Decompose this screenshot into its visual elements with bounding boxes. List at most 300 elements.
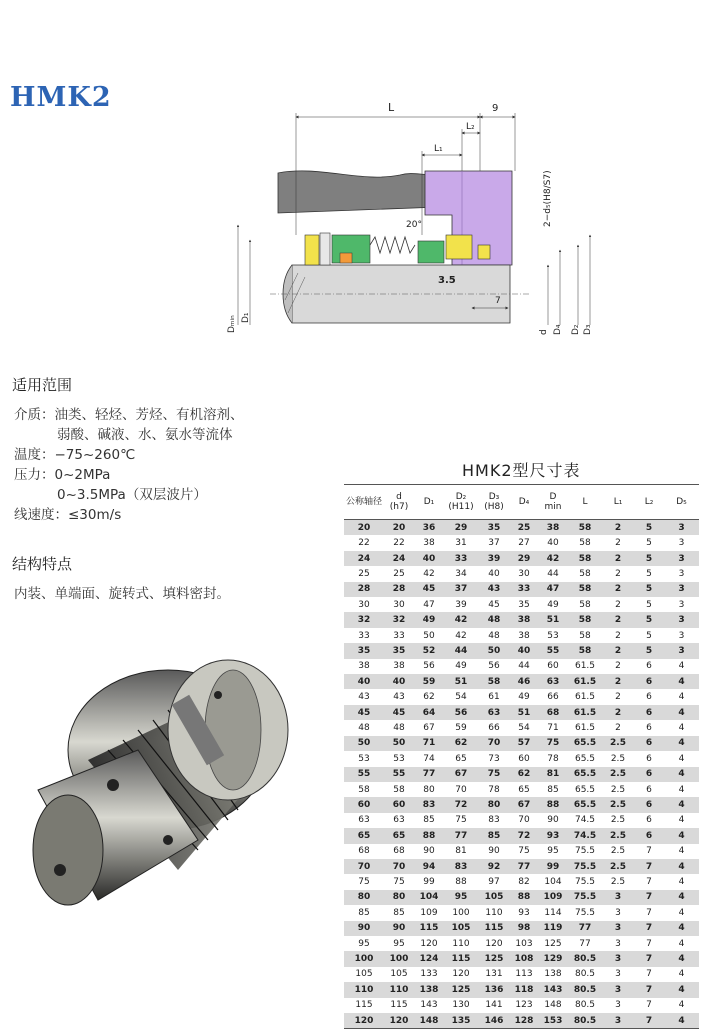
table-cell: 20 (384, 520, 414, 536)
table-cell: 75 (393, 877, 405, 888)
table-cell: 77 (579, 938, 591, 949)
table-row (344, 643, 699, 658)
table-cell: 80.5 (568, 951, 602, 966)
scope-medium-line2: 弱酸、碱液、水、氨水等流体 (57, 427, 233, 443)
table-cell: 53 (393, 753, 405, 764)
table-cell: 143 (538, 982, 568, 997)
table-cell: 44 (444, 643, 478, 658)
table-cell: 29 (510, 551, 538, 566)
table-cell: 53 (358, 753, 370, 764)
table-cell: 74.5 (574, 815, 596, 826)
table-cell: 35 (384, 643, 414, 658)
table-cell: 66 (547, 692, 559, 703)
table-row (344, 967, 699, 982)
table-cell: 146 (478, 1013, 510, 1029)
table-cell: 67 (444, 767, 478, 782)
table-cell: 3 (602, 951, 634, 966)
table-cell: 51 (444, 674, 478, 689)
scope-pressure-line1: 压力：0~2MPa (14, 467, 111, 483)
bellows-spring (370, 237, 415, 253)
table-cell: 42 (455, 630, 467, 641)
table-title: HMK2型尺寸表 (462, 461, 581, 480)
table-cell: 44 (518, 661, 530, 672)
table-row (344, 890, 699, 905)
table-cell: 59 (414, 674, 444, 689)
table-cell: 3 (602, 890, 634, 905)
table-cell: 120 (452, 969, 470, 980)
table-header-text: D₅ (676, 496, 687, 507)
label-7: 7 (495, 296, 501, 306)
table-cell: 58 (568, 551, 602, 566)
table-cell: 7 (646, 907, 652, 918)
table-cell: 61.5 (568, 674, 602, 689)
table-cell: 22 (393, 538, 405, 549)
table-cell: 4 (664, 736, 699, 751)
table-cell: 75 (538, 736, 568, 751)
table-cell: 115 (444, 951, 478, 966)
table-cell: 63 (393, 815, 405, 826)
table-cell: 68 (358, 846, 370, 857)
table-cell: 4 (664, 797, 699, 812)
label-35: 3.5 (438, 275, 456, 286)
table-cell: 77 (444, 828, 478, 843)
table-cell: 2.5 (610, 784, 626, 795)
table-cell: 38 (518, 630, 530, 641)
scope-heading: 适用范围 (12, 376, 73, 394)
table-cell: 7 (634, 859, 664, 874)
table-cell: 2.5 (602, 797, 634, 812)
table-cell: 65 (518, 784, 530, 795)
table-header-cell (664, 485, 699, 520)
table-cell: 71 (414, 736, 444, 751)
table-header-text: (H11) (448, 502, 474, 512)
table-cell: 61.5 (568, 705, 602, 720)
table-cell: 5 (634, 612, 664, 627)
table-cell: 4 (678, 692, 685, 703)
table-cell: 83 (488, 815, 500, 826)
table-cell: 2.5 (602, 736, 634, 751)
table-header-cell (568, 485, 602, 520)
table-cell: 4 (664, 767, 699, 782)
table-header-text: D₄ (518, 496, 530, 507)
table-cell: 65.5 (568, 767, 602, 782)
table-cell: 42 (538, 551, 568, 566)
table-cell: 62 (510, 767, 538, 782)
table-header-cell (510, 485, 538, 520)
table-cell: 6 (646, 815, 652, 826)
table-cell: 70 (344, 859, 384, 874)
table-row (344, 736, 699, 751)
table-cell: 105 (390, 969, 408, 980)
table-cell: 44 (547, 568, 559, 579)
table-cell: 109 (538, 890, 568, 905)
table-cell: 77 (510, 859, 538, 874)
table-cell: 40 (414, 551, 444, 566)
label-9: 9 (492, 103, 499, 114)
table-cell: 95 (358, 938, 370, 949)
table-cell: 49 (455, 661, 467, 672)
table-cell: 55 (538, 643, 568, 658)
table-cell: 35 (344, 643, 384, 658)
table-cell: 33 (444, 551, 478, 566)
table-cell: 40 (344, 674, 384, 689)
table-cell: 125 (444, 982, 478, 997)
table-row (344, 874, 699, 889)
table-row (344, 520, 699, 536)
table-cell: 4 (664, 982, 699, 997)
table-cell: 70 (518, 815, 530, 826)
table-cell: 33 (358, 630, 370, 641)
table-cell: 70 (455, 784, 467, 795)
table-cell: 54 (518, 722, 530, 733)
label-D1: D₁ (241, 312, 251, 323)
table-header-cell (538, 485, 568, 520)
table-row (344, 689, 699, 704)
table-cell: 136 (478, 982, 510, 997)
table-cell: 105 (444, 921, 478, 936)
housing-shape (278, 171, 440, 213)
table-cell: 4 (678, 907, 685, 918)
table-cell: 2 (602, 705, 634, 720)
table-cell: 25 (510, 520, 538, 536)
table-cell: 56 (423, 661, 435, 672)
table-cell: 4 (678, 969, 685, 980)
table-cell: 6 (646, 722, 652, 733)
table-cell: 4 (678, 722, 685, 733)
table-header-cell (602, 485, 634, 520)
table-row (344, 566, 699, 581)
table-cell: 95 (547, 846, 559, 857)
table-cell: 2 (615, 692, 621, 703)
table-cell: 75.5 (574, 846, 596, 857)
table-cell: 58 (579, 599, 591, 610)
table-cell: 2 (615, 661, 621, 672)
table-cell: 148 (414, 1013, 444, 1029)
table-cell: 67 (423, 722, 435, 733)
table-header-text: 公称轴径 (345, 496, 382, 507)
table-cell: 131 (485, 969, 503, 980)
table-cell: 63 (538, 674, 568, 689)
table-cell: 123 (515, 1000, 533, 1011)
table-cell: 80 (478, 797, 510, 812)
table-cell: 68 (393, 846, 405, 857)
table-cell: 110 (344, 982, 384, 997)
table-cell: 92 (478, 859, 510, 874)
table-cell: 100 (384, 951, 414, 966)
table-cell: 103 (515, 938, 533, 949)
table-cell: 2 (602, 643, 634, 658)
table-cell: 35 (518, 599, 530, 610)
table-cell: 75.5 (574, 907, 596, 918)
table-cell: 7 (634, 921, 664, 936)
table-cell: 62 (423, 692, 435, 703)
table-cell: 20 (344, 520, 384, 536)
table-cell: 3 (664, 520, 699, 536)
table-cell: 138 (544, 969, 562, 980)
table-cell: 5 (634, 643, 664, 658)
table-cell: 63 (478, 705, 510, 720)
table-cell: 5 (634, 582, 664, 597)
table-cell: 58 (393, 784, 405, 795)
table-cell: 25 (393, 568, 405, 579)
table-header-text: (H8) (484, 502, 504, 512)
table-cell: 148 (544, 1000, 562, 1011)
table-cell: 7 (646, 877, 652, 888)
table-cell: 3 (664, 612, 699, 627)
table-cell: 73 (488, 753, 500, 764)
table-cell: 4 (664, 1013, 699, 1029)
table-cell: 80.5 (574, 969, 596, 980)
table-cell: 100 (452, 907, 470, 918)
table-cell: 58 (568, 582, 602, 597)
scope-speed: 线速度：≤30m/s (14, 507, 122, 523)
table-cell: 109 (420, 907, 438, 918)
table-cell: 53 (547, 630, 559, 641)
table-cell: 6 (634, 767, 664, 782)
table-row (344, 674, 699, 689)
table-cell: 4 (678, 815, 685, 826)
table-cell: 45 (344, 705, 384, 720)
table-cell: 105 (478, 890, 510, 905)
table-header-cell (478, 485, 510, 520)
table-cell: 40 (547, 538, 559, 549)
table-cell: 67 (510, 797, 538, 812)
table-row (344, 936, 699, 951)
table-header-text: D₃ (488, 491, 500, 502)
table-cell: 125 (544, 938, 562, 949)
label-angle: 20° (406, 220, 422, 230)
table-cell: 38 (358, 661, 370, 672)
table-cell: 80 (423, 784, 435, 795)
table-cell: 99 (423, 877, 435, 888)
label-L1: L₁ (434, 144, 443, 154)
table-cell: 3 (664, 582, 699, 597)
table-header-cell (444, 485, 478, 520)
table-cell: 4 (678, 877, 685, 888)
table-row (344, 535, 699, 550)
table-cell: 75 (358, 877, 370, 888)
table-cell: 38 (510, 612, 538, 627)
table-cell: 74.5 (568, 828, 602, 843)
table-cell: 115 (414, 921, 444, 936)
table-cell: 58 (579, 538, 591, 549)
table-cell: 105 (355, 969, 373, 980)
product-title: HMK2 (10, 82, 112, 113)
table-cell: 6 (634, 797, 664, 812)
table-cell: 24 (344, 551, 384, 566)
table-row (344, 782, 699, 797)
table-row (344, 767, 699, 782)
table-cell: 3 (678, 599, 685, 610)
table-cell: 118 (510, 982, 538, 997)
table-cell: 2 (602, 551, 634, 566)
scope-temperature: 温度：−75~260℃ (14, 447, 136, 463)
table-row (344, 844, 699, 859)
table-header-text: D (549, 491, 557, 502)
table-cell: 4 (678, 784, 685, 795)
table-cell: 56 (444, 705, 478, 720)
table-cell: 95 (393, 938, 405, 949)
table-cell: 55 (384, 767, 414, 782)
features-heading: 结构特点 (12, 555, 73, 573)
table-cell: 5 (634, 520, 664, 536)
table-cell: 94 (414, 859, 444, 874)
table-cell: 130 (452, 1000, 470, 1011)
table-cell: 49 (414, 612, 444, 627)
table-cell: 4 (664, 921, 699, 936)
table-cell: 110 (452, 938, 470, 949)
table-cell: 3 (664, 643, 699, 658)
table-cell: 22 (358, 538, 370, 549)
table-cell: 81 (455, 846, 467, 857)
table-cell: 5 (646, 599, 652, 610)
table-row (344, 828, 699, 843)
table-cell: 99 (538, 859, 568, 874)
table-row (344, 859, 699, 874)
table-cell: 75 (455, 815, 467, 826)
table-cell: 7 (646, 846, 652, 857)
table-row (344, 582, 699, 597)
table-cell: 75 (478, 767, 510, 782)
scope-pressure-line2: 0~3.5MPa（双层波片） (57, 487, 207, 503)
table-cell: 2 (615, 722, 621, 733)
seal-cross-section-diagram (210, 95, 593, 345)
table-row (344, 998, 699, 1013)
table-cell: 124 (414, 951, 444, 966)
table-cell: 135 (444, 1013, 478, 1029)
table-header-cell (634, 485, 664, 520)
table-cell: 75.5 (574, 877, 596, 888)
table-row (344, 720, 699, 735)
table-cell: 65.5 (574, 753, 596, 764)
table-cell: 78 (488, 784, 500, 795)
table-cell: 30 (518, 568, 530, 579)
table-cell: 2 (615, 538, 621, 549)
table-cell: 80 (344, 890, 384, 905)
table-cell: 45 (414, 582, 444, 597)
table-cell: 141 (485, 1000, 503, 1011)
table-cell: 5 (646, 630, 652, 641)
table-cell: 50 (423, 630, 435, 641)
table-cell: 70 (384, 859, 414, 874)
table-cell: 88 (414, 828, 444, 843)
table-header-cell (414, 485, 444, 520)
table-cell: 119 (538, 921, 568, 936)
table-cell: 47 (423, 599, 435, 610)
table-cell: 6 (634, 674, 664, 689)
table-cell: 3 (678, 538, 685, 549)
table-cell: 90 (423, 846, 435, 857)
table-cell: 2 (602, 612, 634, 627)
table-cell: 58 (358, 784, 370, 795)
table-cell: 85 (547, 784, 559, 795)
table-cell: 72 (510, 828, 538, 843)
table-cell: 2 (602, 674, 634, 689)
table-cell: 54 (455, 692, 467, 703)
table-cell: 3 (602, 1013, 634, 1029)
table-cell: 75.5 (568, 859, 602, 874)
table-row (344, 921, 699, 936)
table-cell: 56 (488, 661, 500, 672)
table-cell: 58 (579, 630, 591, 641)
table-cell: 58 (568, 520, 602, 536)
features-text: 内装、单端面、旋转式、填料密封。 (14, 586, 230, 602)
table-cell: 6 (634, 828, 664, 843)
table-cell: 2.5 (610, 877, 626, 888)
table-cell: 37 (444, 582, 478, 597)
table-cell: 68 (538, 705, 568, 720)
table-cell: 39 (455, 599, 467, 610)
scope-medium-line1: 介质：油类、轻烃、芳烃、有机溶剂、 (14, 407, 244, 423)
table-cell: 4 (678, 846, 685, 857)
table-row (344, 813, 699, 828)
table-cell: 88 (455, 877, 467, 888)
table-row (344, 751, 699, 766)
table-cell: 6 (646, 753, 652, 764)
table-header-text: L₁ (613, 496, 623, 507)
table-cell: 60 (384, 797, 414, 812)
table-row (344, 612, 699, 627)
yellow-face (446, 235, 472, 259)
table-cell: 42 (423, 568, 435, 579)
table-cell: 4 (678, 753, 685, 764)
table-cell: 153 (538, 1013, 568, 1029)
table-header-row (344, 485, 699, 520)
label-D3: D₃ (583, 324, 593, 335)
table-cell: 55 (344, 767, 384, 782)
table-cell: 80 (384, 890, 414, 905)
table-cell: 85 (393, 907, 405, 918)
table-cell: 72 (444, 797, 478, 812)
table-cell: 120 (344, 1013, 384, 1029)
table-cell: 2 (615, 630, 621, 641)
table-cell: 120 (384, 1013, 414, 1029)
table-cell: 58 (478, 674, 510, 689)
table-cell: 78 (547, 753, 559, 764)
table-cell: 100 (344, 951, 384, 966)
table-cell: 2 (602, 520, 634, 536)
table-cell: 115 (355, 1000, 373, 1011)
table-cell: 34 (455, 568, 467, 579)
table-cell: 98 (510, 921, 538, 936)
table-cell: 62 (444, 736, 478, 751)
table-cell: 61 (488, 692, 500, 703)
table-cell: 65.5 (574, 784, 596, 795)
table-cell: 3 (615, 1000, 621, 1011)
table-cell: 138 (414, 982, 444, 997)
table-header-text: L₂ (644, 496, 654, 507)
table-cell: 48 (478, 612, 510, 627)
table-cell: 97 (488, 877, 500, 888)
table-cell: 32 (384, 612, 414, 627)
table-cell: 90 (547, 815, 559, 826)
table-cell: 120 (420, 938, 438, 949)
table-cell: 81 (538, 767, 568, 782)
table-cell: 75.5 (568, 890, 602, 905)
table-cell: 2.5 (602, 767, 634, 782)
table-header-cell (384, 485, 414, 520)
table-cell: 30 (393, 599, 405, 610)
table-cell: 49 (518, 692, 530, 703)
table-row (344, 597, 699, 612)
table-cell: 6 (646, 661, 652, 672)
table-cell: 29 (444, 520, 478, 536)
table-cell: 57 (510, 736, 538, 751)
table-cell: 48 (358, 722, 370, 733)
table-header-text: D₂ (455, 491, 467, 502)
table-cell: 108 (510, 951, 538, 966)
table-cell: 42 (444, 612, 478, 627)
